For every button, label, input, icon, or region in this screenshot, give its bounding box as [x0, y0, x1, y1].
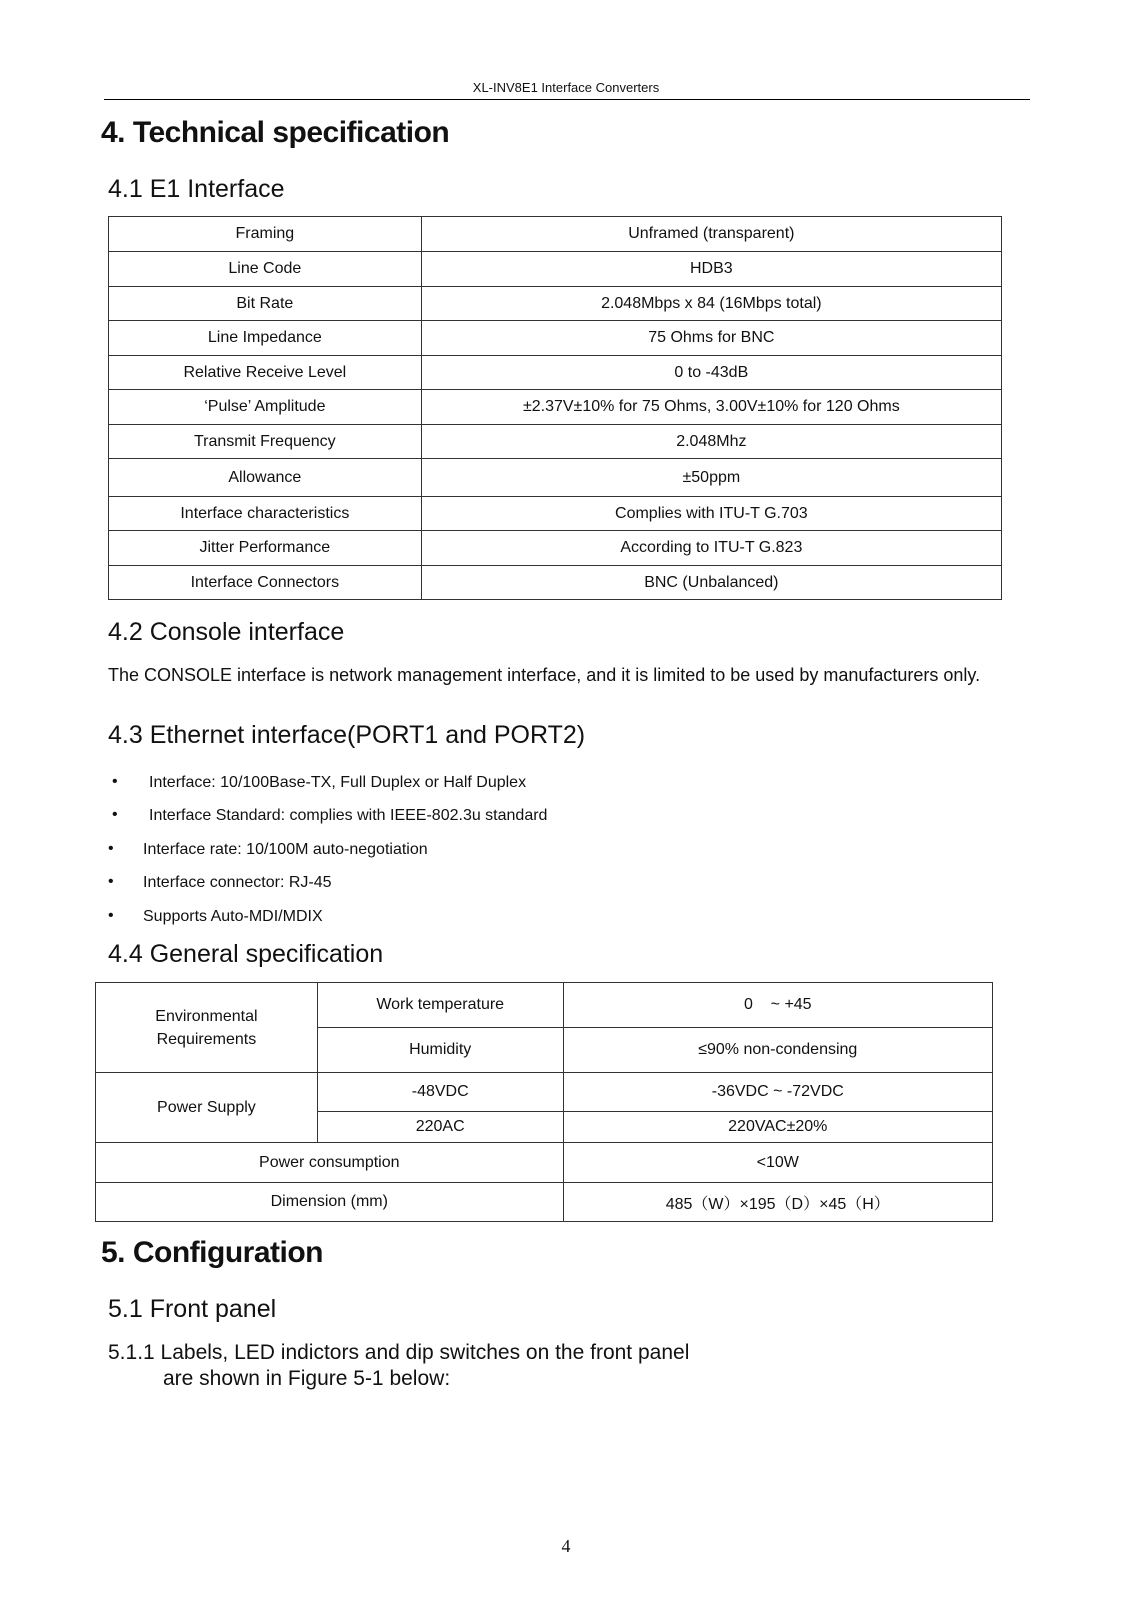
- section-4-2-heading: 4.2 Console interface: [108, 618, 345, 646]
- e1-interface-table: [108, 216, 1002, 600]
- spec-value-cell: 0 to -43dB: [421, 356, 1001, 390]
- ac-value: 220VAC±20%: [563, 1112, 992, 1143]
- spec-value-cell: ±2.37V±10% for 75 Ohms, 3.00V±10% for 120 Ohms: [421, 390, 1001, 425]
- section-4-4-heading: 4.4 General specification: [108, 940, 384, 968]
- table-row: [109, 566, 1002, 600]
- power-consumption-label: Power consumption: [96, 1143, 564, 1183]
- spec-value-cell: 2.048Mhz: [421, 425, 1001, 459]
- section-4-1-heading: 4.1 E1 Interface: [108, 175, 285, 203]
- list-item-text: Interface: 10/100Base-TX, Full Duplex or Half Duplex: [149, 774, 527, 791]
- bullet-icon: •: [108, 873, 114, 890]
- bullet-icon: •: [108, 907, 114, 924]
- spec-value-cell: Complies with ITU-T G.703: [421, 497, 1001, 531]
- list-item-text: Interface connector: RJ-45: [143, 874, 332, 891]
- section-5-1-heading: 5.1 Front panel: [108, 1295, 277, 1323]
- list-item-text: Supports Auto-MDI/MDIX: [143, 908, 323, 925]
- spec-value-cell: 75 Ohms for BNC: [421, 321, 1001, 356]
- console-description: The CONSOLE interface is network management interface, and it is limited to be used by manufacturers only.: [108, 665, 981, 685]
- header-rule: [104, 99, 1030, 100]
- work-temp-label: Work temperature: [317, 983, 563, 1028]
- spec-name-cell: Framing: [109, 217, 422, 252]
- table-row: [109, 531, 1002, 566]
- bullet-icon: •: [112, 773, 118, 790]
- table-row: [109, 459, 1002, 497]
- humidity-label: Humidity: [317, 1028, 563, 1073]
- spec-value-cell: BNC (Unbalanced): [421, 566, 1001, 600]
- spec-value-cell: ±50ppm: [421, 459, 1001, 497]
- section-5-1-1-text: [108, 1340, 1038, 1392]
- spec-name-cell: Interface Connectors: [109, 566, 422, 600]
- ac-label: 220AC: [317, 1112, 563, 1143]
- table-row: [109, 287, 1002, 321]
- bullet-icon: •: [112, 806, 118, 823]
- section-5-1-1-line-2: are shown in Figure 5-1 below:: [163, 1367, 451, 1390]
- spec-name-cell: Line Code: [109, 252, 422, 287]
- dc-value: -36VDC ~ -72VDC: [563, 1073, 992, 1112]
- spec-name-cell: Line Impedance: [109, 321, 422, 356]
- dc-label: -48VDC: [317, 1073, 563, 1112]
- bullet-icon: •: [108, 840, 114, 857]
- spec-name-cell: Interface characteristics: [109, 497, 422, 531]
- dimension-value: 485（W）×195（D）×45（H）: [563, 1183, 992, 1222]
- table-row: [109, 497, 1002, 531]
- spec-name-cell: Jitter Performance: [109, 531, 422, 566]
- table-row: [109, 390, 1002, 425]
- env-requirements-cell: [96, 983, 318, 1073]
- general-spec-table: [95, 982, 993, 1222]
- spec-name-cell: Allowance: [109, 459, 422, 497]
- table-row: [109, 321, 1002, 356]
- spec-name-cell: Relative Receive Level: [109, 356, 422, 390]
- list-item-text: Interface rate: 10/100M auto-negotiation: [143, 841, 428, 858]
- section-4-heading: 4. Technical specification: [101, 116, 450, 149]
- table-row: [109, 356, 1002, 390]
- section-5-1-1-line-1: 5.1.1 Labels, LED indictors and dip switches on the front panel: [108, 1341, 690, 1364]
- running-header: XL-INV8E1 Interface Converters: [472, 80, 660, 95]
- humidity-value: ≤90% non-condensing: [563, 1028, 992, 1073]
- power-supply-label: Power Supply: [96, 1073, 318, 1143]
- list-item-text: Interface Standard: complies with IEEE-802.3u standard: [149, 807, 548, 824]
- spec-name-cell: ‘Pulse’ Amplitude: [109, 390, 422, 425]
- work-temp-value: 0 ~ +45: [563, 983, 992, 1028]
- spec-name-cell: Transmit Frequency: [109, 425, 422, 459]
- table-row: [109, 425, 1002, 459]
- section-5-heading: 5. Configuration: [101, 1236, 323, 1269]
- spec-value-cell: 2.048Mbps x 84 (16Mbps total): [421, 287, 1001, 321]
- spec-value-cell: According to ITU-T G.823: [421, 531, 1001, 566]
- table-row: [109, 252, 1002, 287]
- page-number: 4: [561, 1536, 571, 1556]
- spec-value-cell: Unframed (transparent): [421, 217, 1001, 252]
- table-row: [109, 217, 1002, 252]
- dimension-label: Dimension (mm): [96, 1183, 564, 1222]
- section-4-3-heading: 4.3 Ethernet interface(PORT1 and PORT2): [108, 721, 586, 749]
- env-requirements-label: Environmental Requirements: [155, 1007, 258, 1048]
- spec-value-cell: HDB3: [421, 252, 1001, 287]
- spec-name-cell: Bit Rate: [109, 287, 422, 321]
- power-consumption-value: <10W: [563, 1143, 992, 1183]
